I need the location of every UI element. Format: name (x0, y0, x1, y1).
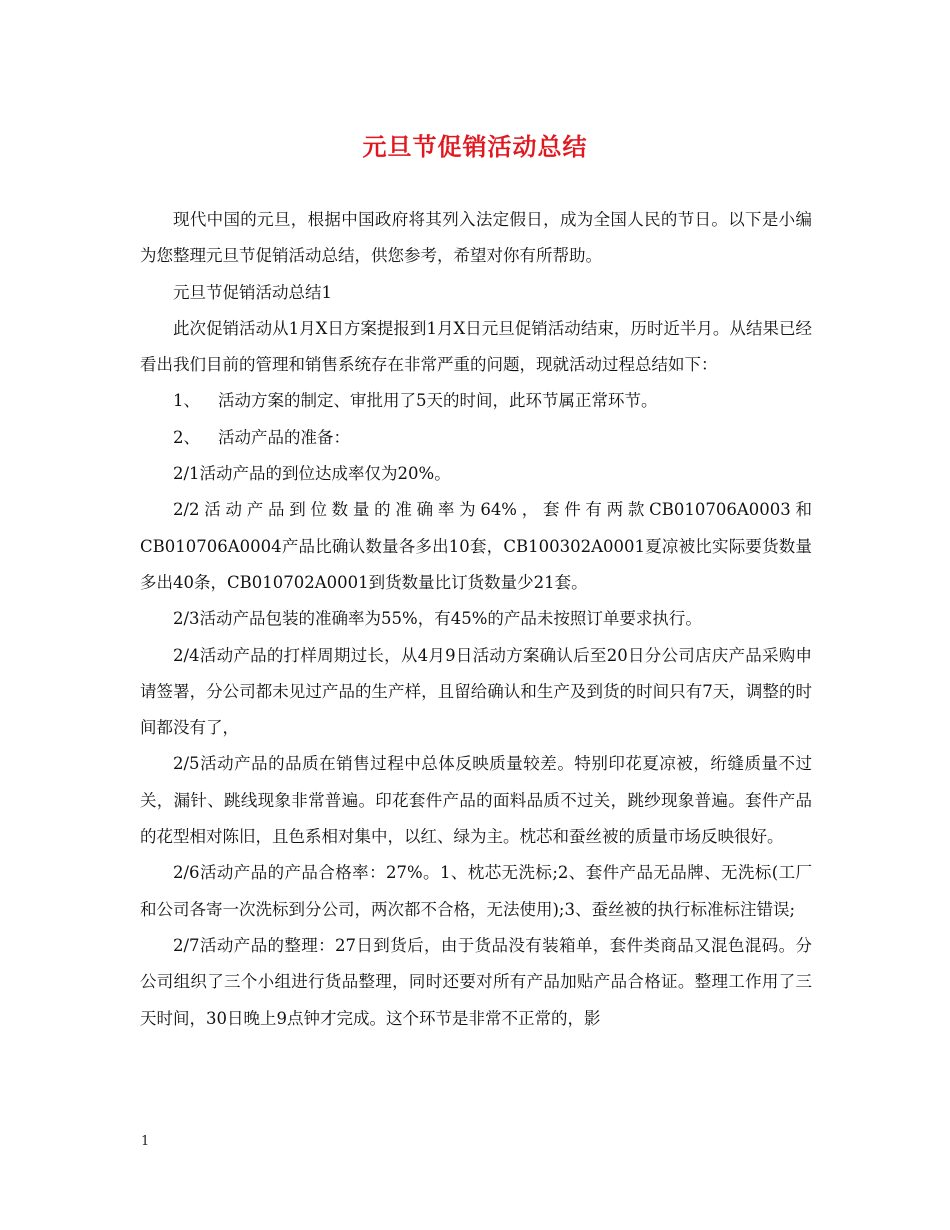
list-number: 1、 (173, 391, 200, 411)
sub-item-2-1: 2/1活动产品的到位达成率仅为20%。 (173, 464, 451, 484)
overview-paragraph: 此次促销活动从1月X日方案提报到1月X日元旦促销活动结束，历时近半月。从结果已经看出我们目前的管理和销售系统存在非常严重的问题，现就活动过程总结如下： (140, 318, 812, 375)
sub-item-2-4: 2/4活动产品的打样周期过长，从4月9日活动方案确认后至20日分公司店庆产品采购申请签署，分公司都未见过产品的生产样，且留给确认和生产及到货的时间只有7天，调整的时间都没有了， (140, 645, 812, 738)
sub-item-2-5: 2/5活动产品的品质在销售过程中总体反映质量较差。特别印花夏凉被，绗缝质量不过关，漏针、跳线现象非常普遍。印花套件产品的面料品质不过关，跳纱现象普遍。套件产品的花型相对陈旧，且色系相对集中，以红、绿为主。枕芯和蚕丝被的质量市场反映很好。 (140, 754, 812, 847)
list-item-2 (140, 420, 812, 456)
list-text: 活动方案的制定、审批用了5天的时间，此环节属正常环节。 (218, 391, 658, 411)
list-number: 2、 (173, 427, 200, 447)
sub-item-2-6: 2/6活动产品的产品合格率：27%。1、枕芯无洗标;2、套件产品无品牌、无洗标(工厂和公司各寄一次洗标到分公司，两次都不合格，无法使用);3、蚕丝被的执行标准标注错误; (140, 863, 812, 919)
document-body (140, 202, 812, 1037)
page-number: 1 (141, 1134, 150, 1149)
document-title: 元旦节促销活动总结 (362, 132, 588, 161)
intro-paragraph: 现代中国的元旦，根据中国政府将其列入法定假日，成为全国人民的节日。以下是小编为您整理元旦节促销活动总结，供您参考，希望对你有所帮助。 (140, 210, 812, 266)
sub-item-2-2: 2/2活动产品到位数量的准确率为64%，套件有两款CB010706A0003和CB010706A0004产品比确认数量各多出10套，CB100302A0001夏凉被比实际要货数量多出40条，CB010702A0001到货数量比订货数量少21套。 (140, 500, 812, 592)
section-heading: 元旦节促销活动总结1 (173, 282, 332, 302)
list-text: 活动产品的准备： (218, 427, 350, 447)
sub-item-2-3: 2/3活动产品包装的准确率为55%，有45%的产品未按照订单要求执行。 (173, 609, 702, 629)
sub-item-2-7: 2/7活动产品的整理：27日到货后，由于货品没有装箱单，套件类商品又混色混码。分公司组织了三个小组进行货品整理，同时还要对所有产品加贴产品合格证。整理工作用了三天时间，30日晚上9点钟才完成。这个环节是非常不正常的，影 (140, 935, 812, 1028)
list-item-1 (140, 383, 812, 419)
